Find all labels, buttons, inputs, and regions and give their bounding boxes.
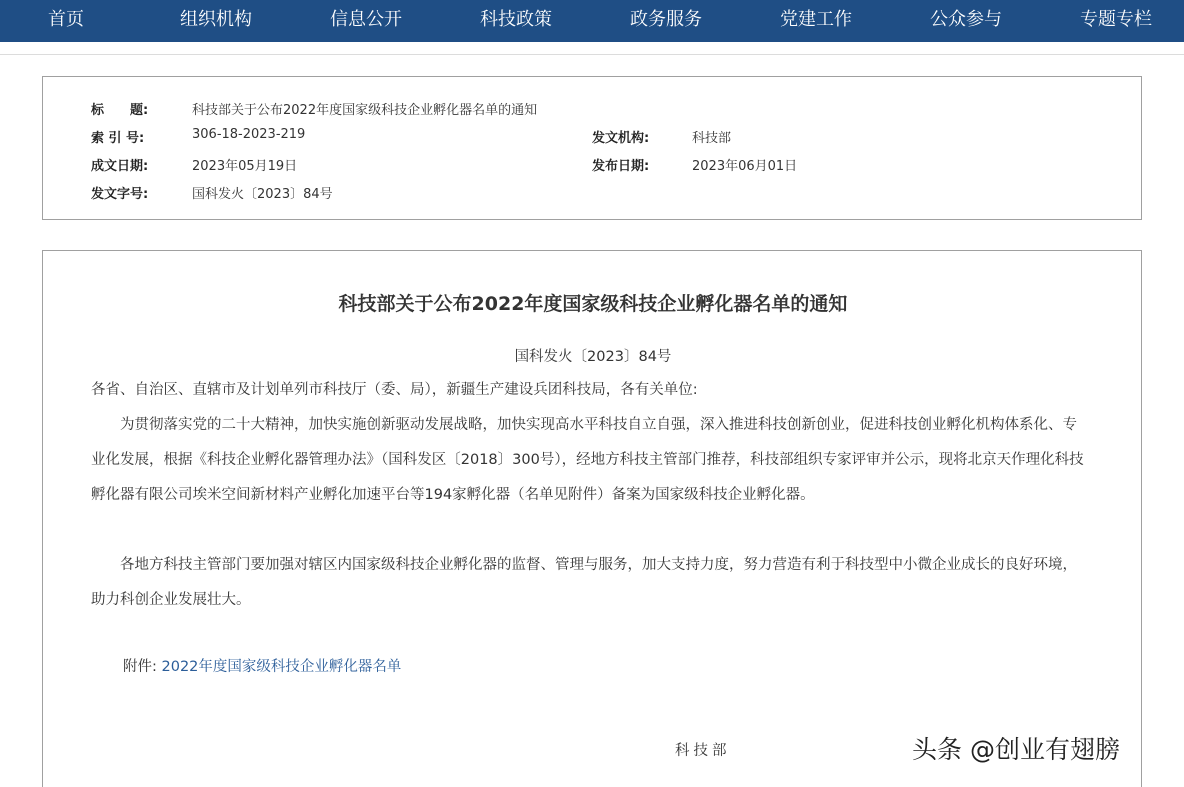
meta-written-date-value: 2023年05月19日 xyxy=(192,159,298,174)
meta-publish-date-label: 发布日期: xyxy=(592,159,650,174)
document-metadata-panel xyxy=(42,76,1142,220)
attachment-line xyxy=(123,655,401,676)
document-paragraph-2: 各地方科技主管部门要加强对辖区内国家级科技企业孵化器的监督、管理与服务，加大支持力度，努力营造有利于科技型中小微企业成长的良好环境，助力科创企业发展壮大。 xyxy=(91,557,1077,608)
watermark-text: 头条 @创业有翅膀 xyxy=(912,735,1120,764)
document-paragraph-1: 为贯彻落实党的二十大精神，加快实施创新驱动发展战略，加快实现高水平科技自立自强，深入推进科技创新创业，促进科技创业孵化机构体系化、专业化发展，根据《科技企业孵化器管理办法》（国科发区〔2018〕300号），经地方科技主管部门推荐，科技部组织专家评审并公示，现将北京天作理化科技孵化器有限公司埃米空间新材料产业孵化加速平台等194家孵化器（名单见附件）备案为国家级科技企业孵化器。 xyxy=(91,417,1084,503)
document-salutation: 各省、自治区、直辖市及计划单列市科技厅（委、局），新疆生产建设兵团科技局，各有关单位: xyxy=(91,382,698,398)
nav-item-information-disclosure[interactable]: 信息公开 xyxy=(330,9,402,30)
meta-issuer-value: 科技部 xyxy=(692,131,732,146)
nav-item-special-topics[interactable]: 专题专栏 xyxy=(1080,9,1152,30)
meta-issuer-label: 发文机构: xyxy=(592,131,650,146)
nav-item-organization[interactable]: 组织机构 xyxy=(180,9,252,30)
meta-title-label: 标 题: xyxy=(91,103,149,118)
meta-publish-date-value: 2023年06月01日 xyxy=(692,159,798,174)
meta-index-label: 索 引 号: xyxy=(91,131,145,146)
document-signature: 科技部 xyxy=(675,743,731,759)
meta-index-value: 306-18-2023-219 xyxy=(192,127,306,142)
attachment-label: 附件: xyxy=(123,659,157,675)
document-number: 国科发火〔2023〕84号 xyxy=(514,349,672,365)
meta-title-value: 科技部关于公布2022年度国家级科技企业孵化器名单的通知 xyxy=(192,103,538,118)
meta-written-date-label: 成文日期: xyxy=(91,159,149,174)
nav-item-tech-policy[interactable]: 科技政策 xyxy=(480,9,552,30)
nav-item-government-services[interactable]: 政务服务 xyxy=(630,9,702,30)
document-body-panel xyxy=(42,250,1142,787)
divider xyxy=(0,54,1184,55)
attachment-link[interactable]: 2022年度国家级科技企业孵化器名单 xyxy=(161,659,402,675)
top-navigation-bar xyxy=(0,0,1184,42)
nav-item-public-participation[interactable]: 公众参与 xyxy=(930,9,1002,30)
document-title: 科技部关于公布2022年度国家级科技企业孵化器名单的通知 xyxy=(338,293,848,315)
nav-item-home[interactable]: 首页 xyxy=(48,9,84,30)
meta-doc-number-value: 国科发火〔2023〕84号 xyxy=(192,187,333,202)
nav-item-party-building[interactable]: 党建工作 xyxy=(780,9,852,30)
meta-doc-number-label: 发文字号: xyxy=(91,187,149,202)
